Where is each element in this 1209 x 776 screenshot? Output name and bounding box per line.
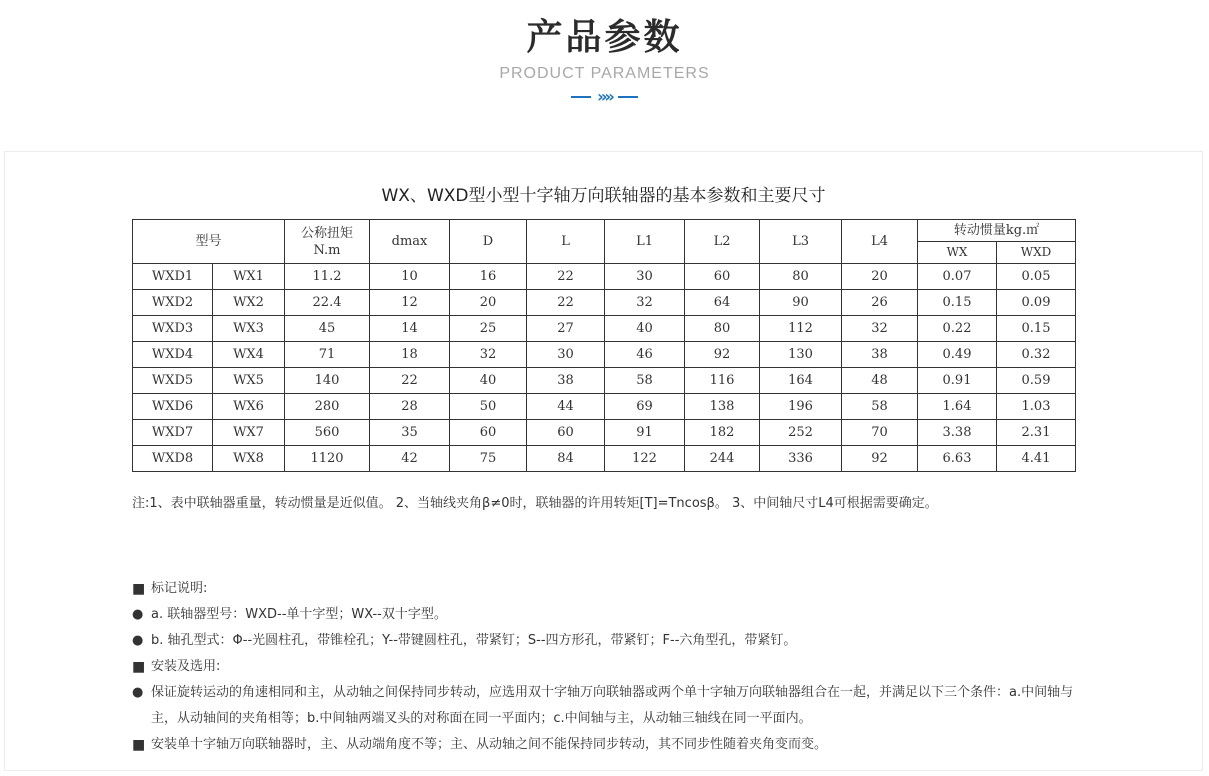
header-L1: L1 (605, 220, 685, 264)
cell-inertia-wx: 1.64 (918, 394, 997, 420)
explanation-item (132, 602, 1092, 628)
cell-torque: 71 (285, 342, 370, 368)
round-bullet-icon: ● (132, 607, 144, 622)
cell-inertia-wx: 0.15 (918, 290, 997, 316)
cell-L2: 138 (685, 394, 760, 420)
header-torque (285, 220, 370, 264)
cell-L1: 91 (605, 420, 685, 446)
cell-D: 50 (450, 394, 527, 420)
cell-L4: 20 (842, 264, 918, 290)
cell-L4: 38 (842, 342, 918, 368)
header-L2: L2 (685, 220, 760, 264)
cell-L2: 182 (685, 420, 760, 446)
cell-dmax: 42 (370, 446, 450, 472)
cell-D: 40 (450, 368, 527, 394)
cell-inertia-wxd: 0.09 (997, 290, 1076, 316)
table-row (133, 316, 1076, 342)
cell-L: 60 (527, 420, 605, 446)
cell-L: 27 (527, 316, 605, 342)
cell-L1: 58 (605, 368, 685, 394)
cell-L4: 48 (842, 368, 918, 394)
cell-L1: 46 (605, 342, 685, 368)
explanation-item (132, 732, 1092, 758)
table-body (133, 264, 1076, 472)
cell-inertia-wxd: 0.05 (997, 264, 1076, 290)
header-D: D (450, 220, 527, 264)
header-dmax: dmax (370, 220, 450, 264)
cell-L4: 92 (842, 446, 918, 472)
cell-dmax: 28 (370, 394, 450, 420)
decoration-line-right (618, 96, 638, 98)
cell-L3: 90 (760, 290, 842, 316)
round-bullet-icon: ● (132, 685, 144, 700)
explanation-text: b. 轴孔型式：Φ--光圆柱孔，带锥栓孔；Y--带键圆柱孔，带紧钉；S--四方形孔，带紧钉；F--六角型孔，带紧钉。 (151, 633, 797, 648)
title-decoration (0, 88, 1209, 106)
cell-model-wxd: WXD7 (133, 420, 213, 446)
cell-model-wxd: WXD8 (133, 446, 213, 472)
cell-L2: 64 (685, 290, 760, 316)
cell-model-wx: WX6 (213, 394, 285, 420)
cell-L1: 32 (605, 290, 685, 316)
cell-L2: 60 (685, 264, 760, 290)
table-note: 注:1、表中联轴器重量，转动惯量是近似值。 2、当轴线夹角β≠0时，联轴器的许用转矩[T]=Tncosβ。 3、中间轴尺寸L4可根据需要确定。 (132, 496, 938, 511)
cell-torque: 140 (285, 368, 370, 394)
cell-D: 75 (450, 446, 527, 472)
cell-D: 60 (450, 420, 527, 446)
explanation-text: 标记说明: (151, 581, 208, 596)
cell-L1: 30 (605, 264, 685, 290)
header-torque-label: 公称扭矩 (301, 225, 354, 241)
cell-inertia-wx: 0.49 (918, 342, 997, 368)
cell-D: 25 (450, 316, 527, 342)
cell-inertia-wx: 0.07 (918, 264, 997, 290)
cell-inertia-wxd: 1.03 (997, 394, 1076, 420)
square-bullet-icon: ■ (132, 659, 146, 675)
cell-inertia-wxd: 0.32 (997, 342, 1076, 368)
cell-L3: 80 (760, 264, 842, 290)
header-L3: L3 (760, 220, 842, 264)
cell-model-wxd: WXD5 (133, 368, 213, 394)
table-row (133, 446, 1076, 472)
cell-L3: 336 (760, 446, 842, 472)
cell-model-wxd: WXD3 (133, 316, 213, 342)
header-inertia: 转动惯量kg.㎡ (918, 220, 1076, 242)
cell-model-wx: WX7 (213, 420, 285, 446)
cell-torque: 11.2 (285, 264, 370, 290)
header-inertia-wxd: WXD (997, 242, 1076, 264)
cell-torque: 45 (285, 316, 370, 342)
explanation-item (132, 680, 1092, 732)
cell-dmax: 10 (370, 264, 450, 290)
explanation-item (132, 654, 1092, 680)
header-L4: L4 (842, 220, 918, 264)
cell-L: 38 (527, 368, 605, 394)
double-chevron-icon: »» (597, 87, 612, 106)
section-subtitle: PRODUCT PARAMETERS (499, 65, 710, 82)
cell-inertia-wxd: 4.41 (997, 446, 1076, 472)
cell-L2: 92 (685, 342, 760, 368)
explanation-text: 安装单十字轴万向联轴器时，主、从动端角度不等；主、从动轴之间不能保持同步转动，其不同步性随着夹角变而变。 (151, 737, 828, 752)
cell-dmax: 35 (370, 420, 450, 446)
cell-torque: 280 (285, 394, 370, 420)
section-title: 产品参数 (526, 17, 683, 58)
cell-inertia-wxd: 0.59 (997, 368, 1076, 394)
square-bullet-icon: ■ (132, 581, 146, 597)
cell-L2: 80 (685, 316, 760, 342)
cell-dmax: 14 (370, 316, 450, 342)
cell-L: 22 (527, 264, 605, 290)
cell-model-wxd: WXD6 (133, 394, 213, 420)
table-row (133, 394, 1076, 420)
cell-dmax: 18 (370, 342, 450, 368)
cell-D: 16 (450, 264, 527, 290)
cell-inertia-wx: 3.38 (918, 420, 997, 446)
cell-L3: 130 (760, 342, 842, 368)
table-row (133, 342, 1076, 368)
section-heading (0, 14, 1209, 106)
round-bullet-icon: ● (132, 633, 144, 648)
explanation-item (132, 576, 1092, 602)
cell-model-wx: WX1 (213, 264, 285, 290)
cell-dmax: 12 (370, 290, 450, 316)
cell-L1: 122 (605, 446, 685, 472)
header-L: L (527, 220, 605, 264)
cell-inertia-wxd: 0.15 (997, 316, 1076, 342)
cell-inertia-wx: 6.63 (918, 446, 997, 472)
header-inertia-wx: WX (918, 242, 997, 264)
cell-torque: 1120 (285, 446, 370, 472)
explanation-list (132, 576, 1092, 758)
explanation-text: 安装及选用: (151, 659, 221, 674)
cell-model-wx: WX5 (213, 368, 285, 394)
cell-model-wx: WX8 (213, 446, 285, 472)
cell-inertia-wx: 0.22 (918, 316, 997, 342)
header-model: 型号 (133, 220, 285, 264)
cell-model-wxd: WXD1 (133, 264, 213, 290)
cell-L4: 32 (842, 316, 918, 342)
cell-L3: 164 (760, 368, 842, 394)
explanation-item (132, 628, 1092, 654)
cell-L3: 112 (760, 316, 842, 342)
cell-L2: 244 (685, 446, 760, 472)
decoration-line-left (571, 96, 591, 98)
parameter-card (4, 151, 1203, 771)
cell-L3: 196 (760, 394, 842, 420)
cell-L4: 70 (842, 420, 918, 446)
cell-L4: 58 (842, 394, 918, 420)
cell-model-wx: WX4 (213, 342, 285, 368)
cell-D: 20 (450, 290, 527, 316)
cell-model-wx: WX2 (213, 290, 285, 316)
table-title: WX、WXD型小型十字轴万向联轴器的基本参数和主要尺寸 (381, 186, 826, 206)
cell-model-wxd: WXD2 (133, 290, 213, 316)
table-row (133, 368, 1076, 394)
cell-model-wx: WX3 (213, 316, 285, 342)
cell-model-wxd: WXD4 (133, 342, 213, 368)
table-row (133, 264, 1076, 290)
square-bullet-icon: ■ (132, 737, 146, 753)
cell-dmax: 22 (370, 368, 450, 394)
explanation-text: a. 联轴器型号：WXD--单十字型；WX--双十字型。 (151, 607, 447, 622)
cell-L: 84 (527, 446, 605, 472)
cell-D: 32 (450, 342, 527, 368)
cell-inertia-wx: 0.91 (918, 368, 997, 394)
cell-L: 44 (527, 394, 605, 420)
cell-L1: 69 (605, 394, 685, 420)
cell-torque: 22.4 (285, 290, 370, 316)
cell-L2: 116 (685, 368, 760, 394)
cell-L: 22 (527, 290, 605, 316)
parameter-table (132, 219, 1076, 472)
cell-inertia-wxd: 2.31 (997, 420, 1076, 446)
cell-torque: 560 (285, 420, 370, 446)
cell-L: 30 (527, 342, 605, 368)
table-row (133, 420, 1076, 446)
table-row (133, 290, 1076, 316)
explanation-text: 保证旋转运动的角速相同和主，从动轴之间保持同步转动，应选用双十字轴万向联轴器或两个单十字轴万向联轴器组合在一起，并满足以下三个条件：a.中间轴与主，从动轴间的夹角相等；b.中间轴两端叉头的对称面在同一平面内；c.中间轴与主，从动轴三轴线在同一平面内。 (151, 685, 1074, 726)
cell-L3: 252 (760, 420, 842, 446)
cell-L4: 26 (842, 290, 918, 316)
header-torque-unit: N.m (313, 242, 341, 258)
cell-L1: 40 (605, 316, 685, 342)
